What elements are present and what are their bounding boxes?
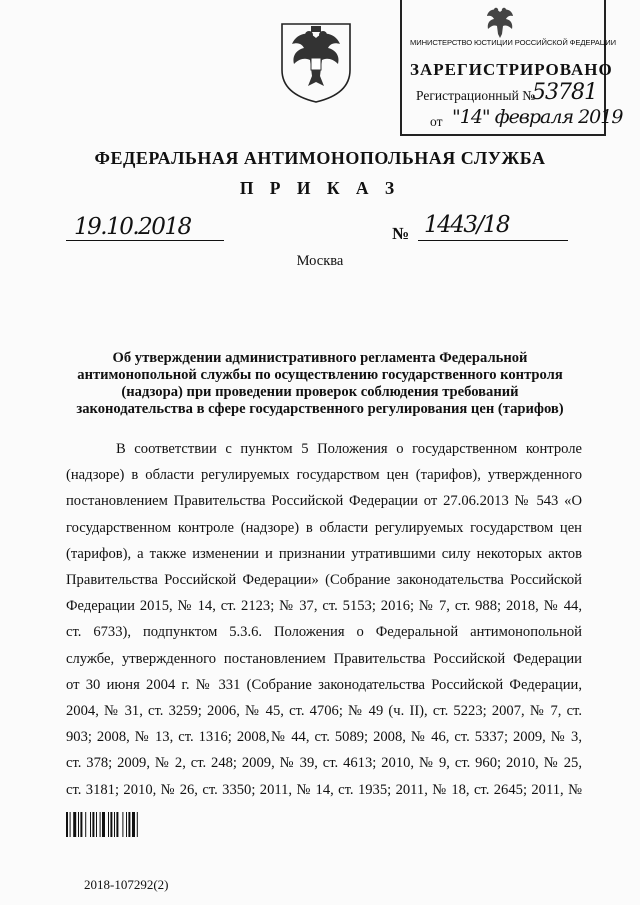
stamp-reg-number: 53781: [532, 80, 597, 105]
document-title: [60, 350, 580, 418]
body-line: ст. 6733), подпунктом 5.3.6. Положения о Федеральной антимонопольной: [66, 624, 582, 641]
order-date: 19.10.2018: [74, 214, 191, 240]
body-line: государственном контроле (надзоре) в области регулируемых государством цен: [66, 519, 582, 536]
coat-of-arms-emblem: [278, 20, 354, 104]
body-paragraph: [66, 436, 582, 803]
title-line: (надзора) при проведении проверок соблюдения требований: [121, 384, 519, 400]
body-line: (надзоре) в области регулируемых государством цен (тарифов), утвержденного: [66, 467, 582, 484]
number-underline: [418, 240, 568, 241]
body-line: Правительства Российской Федерации» (Собрание законодательства Российской: [66, 572, 582, 589]
body-line: от 30 июня 2004 г. № 331 (Собрание законодательства Российской Федерации,: [66, 676, 582, 693]
stamp-reg-label: Регистрационный №: [416, 88, 536, 103]
stamp-registered-label: ЗАРЕГИСТРИРОВАНО: [410, 60, 613, 79]
body-line: (тарифов), а также изменении и признании утратившими силу некоторых актов: [66, 545, 582, 562]
body-line: ст. 378; 2009, № 2, ст. 248; 2009, № 39, ст. 4613; 2010, № 9, ст. 960; 2010, № 25,: [66, 755, 582, 772]
number-sign: №: [392, 224, 410, 243]
body-line: 903; 2008, № 13, ст. 1316; 2008,№ 44, ст. 5089; 2008, № 46, ст. 5337; 2009, № 3,: [66, 729, 582, 746]
stamp-emblem-icon: [482, 4, 518, 40]
stamp-date-prefix: от: [430, 114, 443, 129]
title-line: Об утверждении административного регламента Федеральной: [112, 350, 528, 366]
order-number: 1443/18: [424, 212, 510, 238]
registration-stamp: [400, 0, 623, 136]
stamp-ministry-name: МИНИСТЕРСТВО ЮСТИЦИИ РОССИЙСКОЙ ФЕДЕРАЦИИ: [410, 38, 616, 47]
body-line: постановлением Правительства Российской Федерации от 27.06.2013 № 543 «О: [66, 493, 582, 510]
body-line: В соответствии с пунктом 5 Положения о государственном контроле: [116, 441, 582, 457]
title-line: антимонопольной службы по осуществлению государственного контроля: [77, 367, 563, 383]
barcode: [66, 812, 164, 837]
body-line: службе, утвержденного постановлением Правительства Российской Федерации: [66, 650, 582, 667]
document-id: 2018-107292(2): [84, 877, 169, 892]
body-line: Федерации 2015, № 14, ст. 2123; № 37, ст. 5153; 2016; № 7, ст. 988; 2018, № 44,: [66, 598, 582, 615]
stamp-date: "14" февраля 2019: [452, 106, 623, 128]
order-title: П Р И К А З: [239, 178, 401, 198]
body-line: 2004, № 31, ст. 3259; 2006, № 45, ст. 4706; № 49 (ч. II), ст. 5223; 2007, № 7, ст.: [66, 703, 582, 720]
date-underline: [66, 240, 224, 241]
body-line: ст. 3181; 2010, № 26, ст. 3350; 2011, № 14, ст. 1935; 2011, № 18, ст. 2645; 2011, №: [66, 781, 582, 798]
agency-name: ФЕДЕРАЛЬНАЯ АНТИМОНОПОЛЬНАЯ СЛУЖБА: [94, 148, 546, 168]
city: Москва: [296, 253, 344, 269]
title-line: законодательства в сфере государственного регулирования цен (тарифов): [76, 401, 564, 417]
